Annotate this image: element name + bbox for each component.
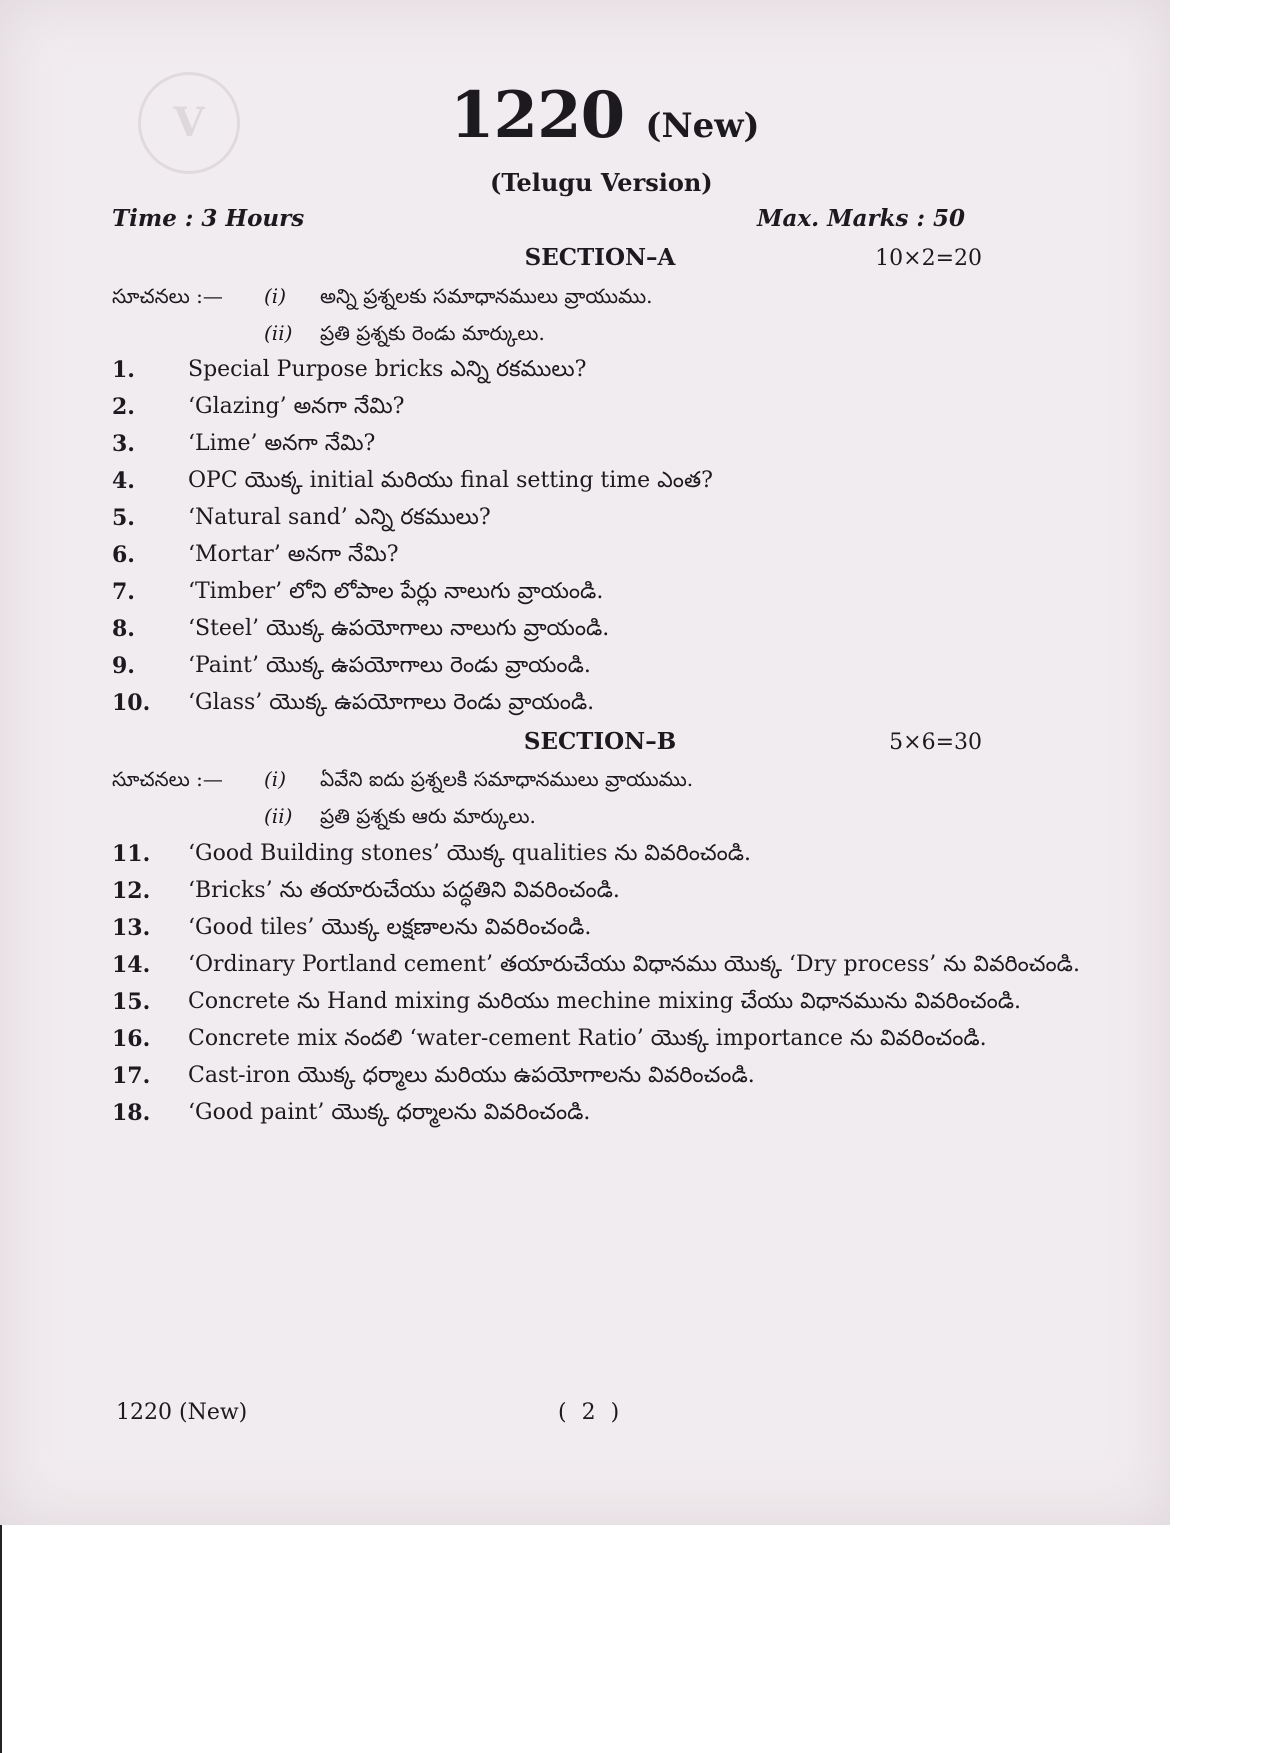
max-marks: Max. Marks : 50 (757, 205, 965, 232)
question-number: 5. (112, 505, 135, 531)
question-number: 2. (112, 394, 135, 420)
question-number: 6. (112, 542, 135, 568)
instruction-text: అన్ని ప్రశ్నలకు సమాధానములు వ్రాయుము. (320, 284, 653, 308)
question-number: 12. (112, 878, 151, 904)
paper-code-suffix: (New) (645, 106, 760, 146)
question-number: 10. (112, 690, 151, 716)
version-label: (Telugu Version) (490, 168, 713, 197)
section-b-instructions (112, 767, 694, 796)
question-number: 4. (112, 468, 135, 494)
question-text: OPC యొక్క initial మరియు final setting time ఎంత? (188, 468, 713, 493)
question-text: ‘Glazing’ అనగా నేమి? (188, 394, 405, 419)
instruction-number: (i) (264, 284, 287, 308)
question-number: 8. (112, 616, 135, 642)
section-b-marks: 5×6=30 (889, 730, 982, 755)
question-number: 13. (112, 915, 151, 941)
section-b-title: SECTION–B (523, 728, 677, 755)
section-a-marks: 10×2=20 (875, 246, 982, 271)
page-number: ( 2 ) (558, 1400, 624, 1425)
question-text: ‘Paint’ యొక్క ఉపయోగాలు రెండు వ్రాయండి. (188, 653, 591, 678)
question-text: ‘Ordinary Portland cement’ తయారుచేయు విధానము యొక్క ‘Dry process’ ను వివరించండి. (188, 952, 1080, 977)
time-allowed: Time : 3 Hours (112, 205, 305, 232)
instruction-number: (i) (264, 767, 287, 791)
question-text: ‘Glass’ యొక్క ఉపయోగాలు రెండు వ్రాయండి. (188, 690, 595, 715)
question-number: 1. (112, 357, 135, 383)
paper-code-number: 1220 (450, 78, 625, 153)
instruction-number: (ii) (264, 804, 293, 828)
question-text: ‘Good Building stones’ యొక్క qualities ను వివరించండి. (188, 841, 752, 866)
question-text: ‘Steel’ యొక్క ఉపయోగాలు నాలుగు వ్రాయండి. (188, 616, 610, 641)
instruction-text: ఏవేని ఐదు ప్రశ్నలకి సమాధానములు వ్రాయుము. (320, 767, 694, 791)
question-number: 9. (112, 653, 135, 679)
question-number: 15. (112, 989, 151, 1015)
paper-code (450, 78, 760, 153)
question-text: Concrete mix నందలి ‘water-cement Ratio’ యొక్క importance ను వివరించండి. (188, 1026, 987, 1051)
question-number: 3. (112, 431, 135, 457)
question-text: ‘Natural sand’ ఎన్ని రకములు? (188, 505, 491, 530)
question-number: 16. (112, 1026, 151, 1052)
instructions-label: సూచనలు :— (112, 767, 223, 791)
question-number: 17. (112, 1063, 151, 1089)
footer-paper-code: 1220 (New) (116, 1400, 248, 1425)
question-text: ‘Timber’ లోని లోపాల పేర్లు నాలుగు వ్రాయండి. (188, 579, 604, 604)
question-number: 7. (112, 579, 135, 605)
question-text: ‘Good tiles’ యొక్క లక్షణాలను వివరించండి. (188, 915, 592, 940)
question-text: Concrete ను Hand mixing మరియు mechine mixing చేయు విధానమును వివరించండి. (188, 989, 1022, 1014)
section-a-title: SECTION–A (524, 244, 676, 271)
question-text: Cast-iron యొక్క ధర్మాలు మరియు ఉపయోగాలను వివరించండి. (188, 1063, 755, 1088)
instructions-label: సూచనలు :— (112, 284, 223, 308)
question-text: ‘Bricks’ ను తయారుచేయు పద్ధతిని వివరించండి. (188, 878, 620, 903)
bleed-through-stamp: V (138, 72, 240, 174)
instruction-text: ప్రతి ప్రశ్నకు రెండు మార్కులు. (320, 321, 545, 345)
question-number: 18. (112, 1100, 151, 1126)
instruction-number: (ii) (264, 321, 293, 345)
question-number: 11. (112, 841, 151, 867)
question-text: ‘Good paint’ యొక్క ధర్మాలను వివరించండి. (188, 1100, 591, 1125)
instruction-text: ప్రతి ప్రశ్నకు ఆరు మార్కులు. (320, 804, 536, 828)
question-text: Special Purpose bricks ఎన్ని రకములు? (188, 357, 587, 382)
scan-edge-line (0, 1525, 2, 1753)
question-text: ‘Mortar’ అనగా నేమి? (188, 542, 399, 567)
question-number: 14. (112, 952, 151, 978)
question-text: ‘Lime’ అనగా నేమి? (188, 431, 376, 456)
section-a-instructions (112, 284, 653, 313)
